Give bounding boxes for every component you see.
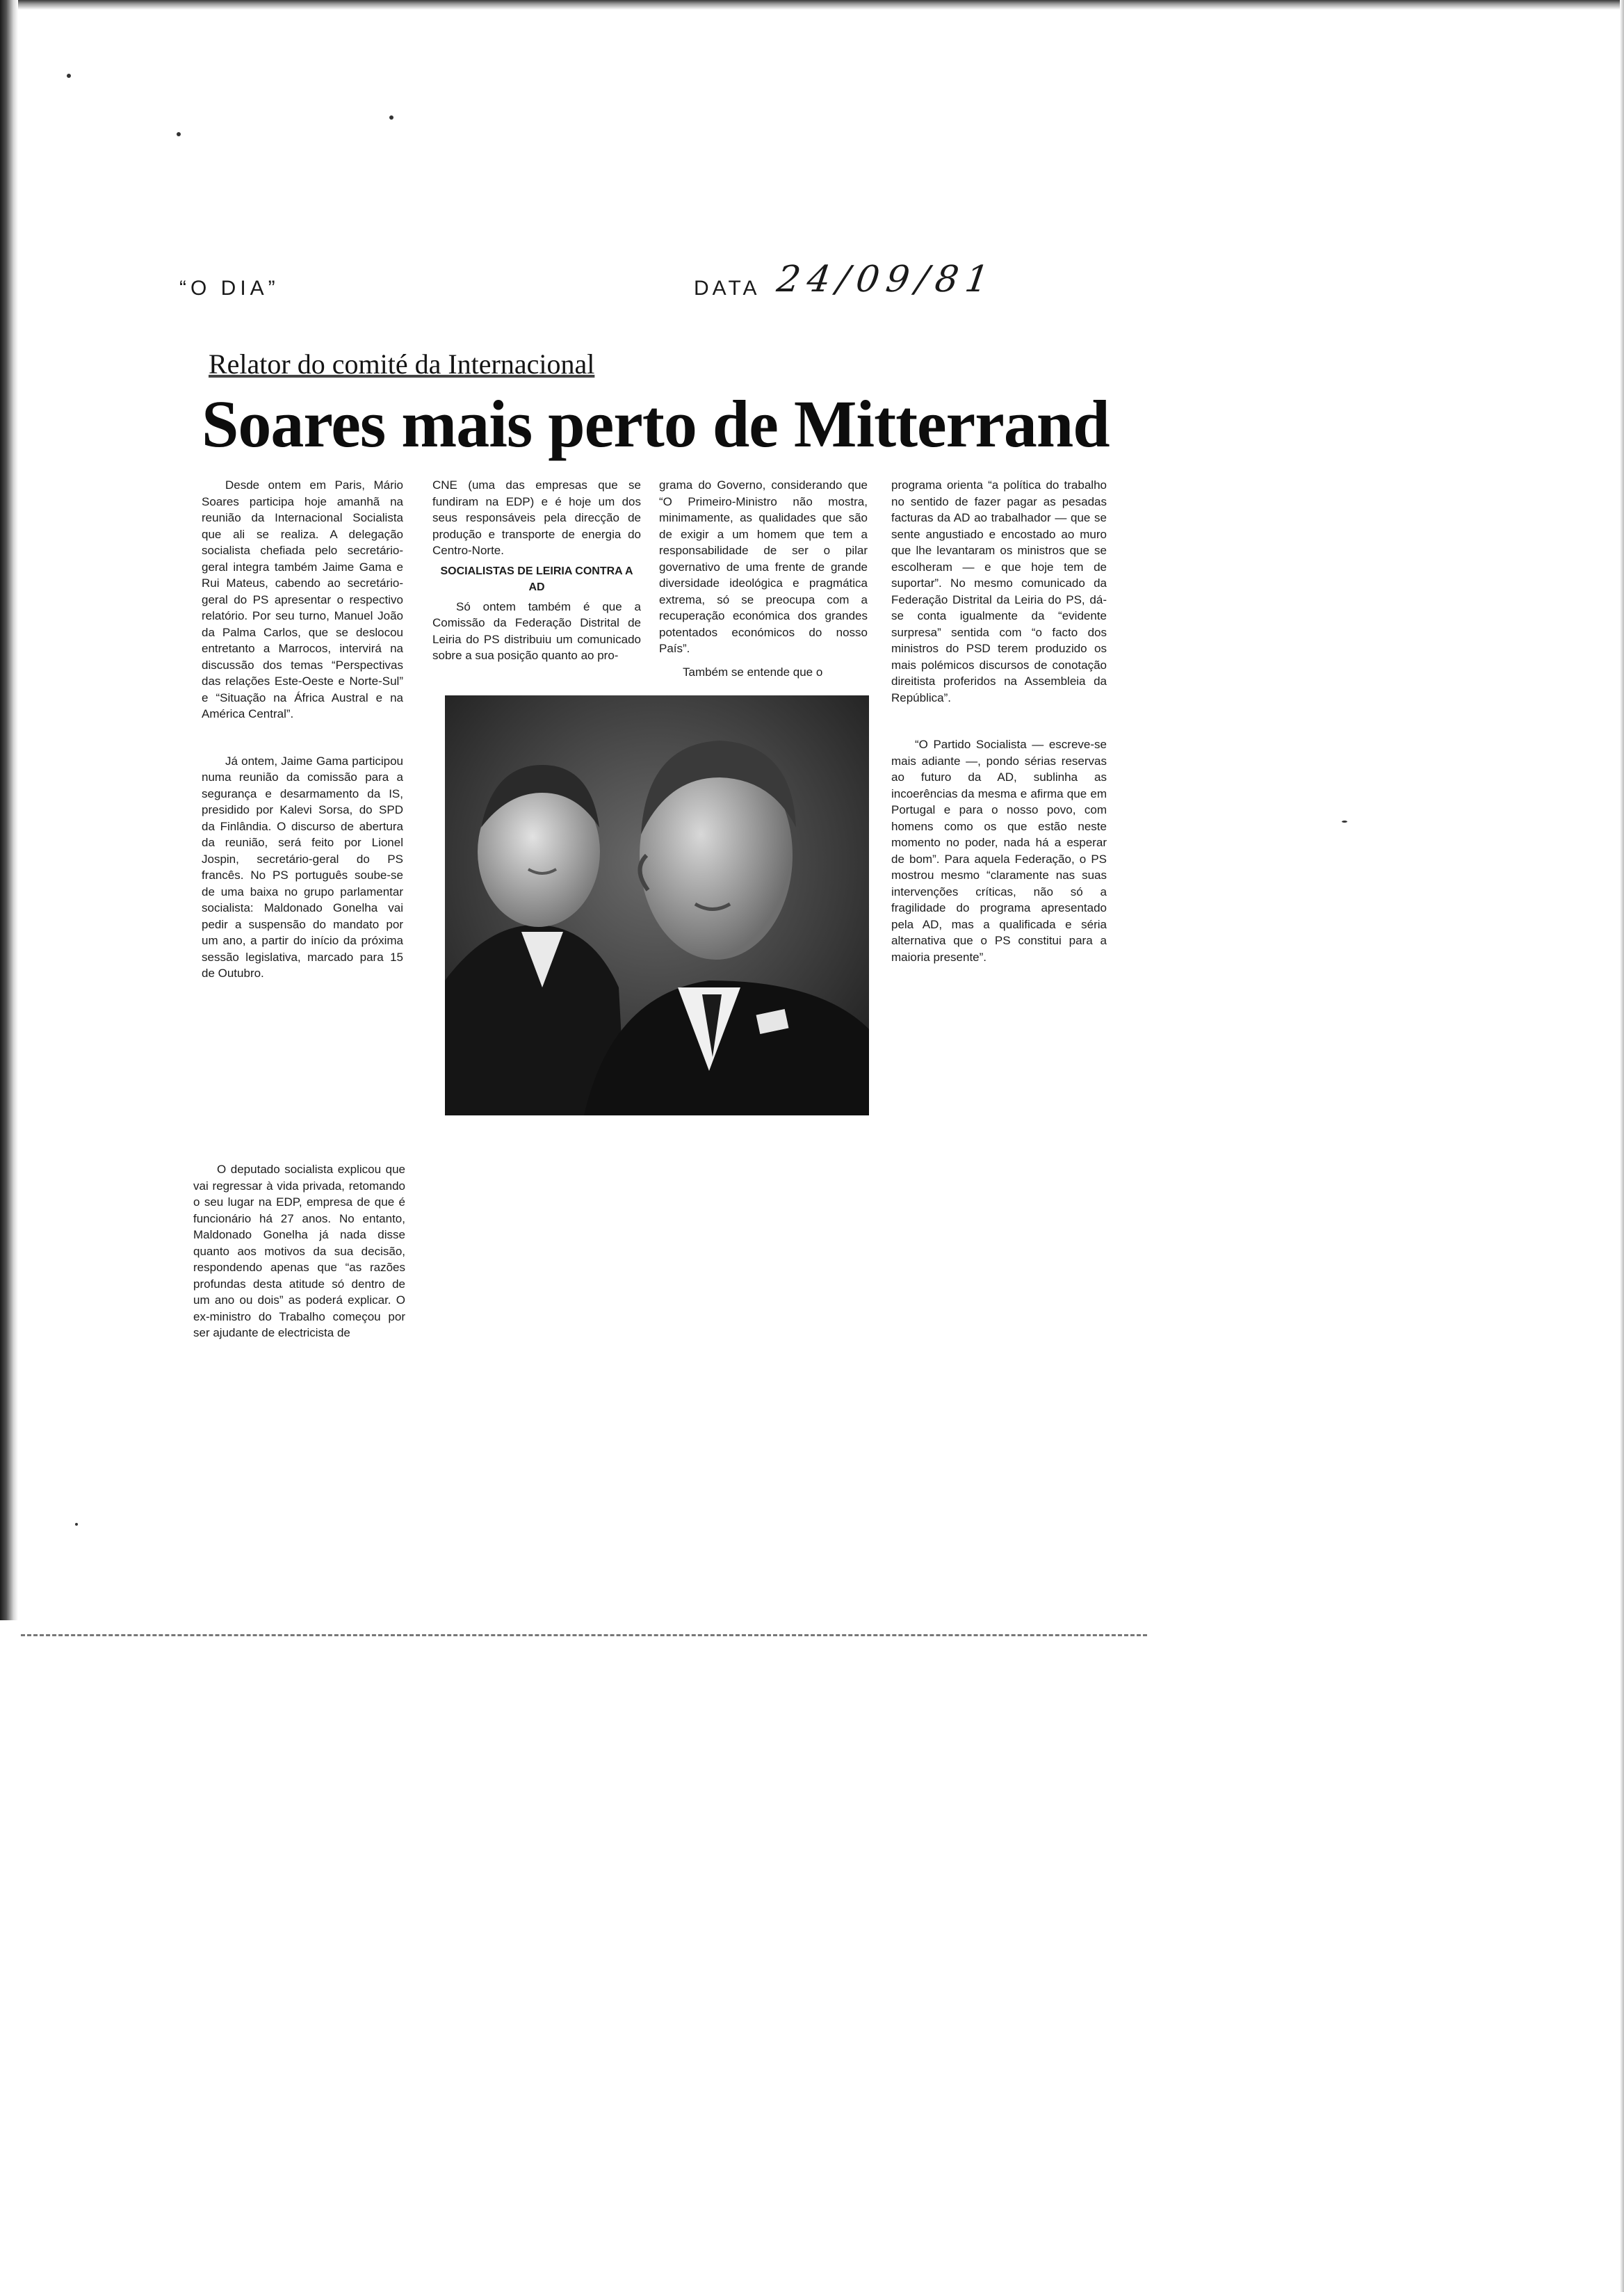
article-paragraph: Desde ontem em Paris, Mário Soares participa hoje amanhã na reunião da Internacional Socialista que ali se realiza. A delegação socialista chefiada pelo secretário-geral integra também Jaime Gama e Rui Mateus, cabendo ao secretário-geral do PS apresentar o respectivo relatório. Por seu turno, Manuel João da Palma Carlos, que se deslocou entretanto a Marrocos, intervirá na discussão dos temas “Perspectivas das relações Este-Oeste e Norte-Sul” e “Situação na África Austral e na América Central”. — [202, 478, 403, 720]
scan-speck — [1342, 821, 1347, 823]
article-column-1-continued — [193, 1161, 405, 1341]
article-paragraph: “O Partido Socialista — escreve-se mais adiante —, pondo sérias reservas ao futuro da AD, sublinha as incoerências da mesma e afirma que em Portugal e para o nosso povo, com homens como os que estão neste momento no poder, nada há a esperar de bom”. Para aquela Federação, o PS mostrou mesmo “claramente nas suas intervenções críticas, não só a fragilidade do programa apresentado pela AD, mas a qualificada e séria alternativa que o PS constitui para a maioria presente”. — [891, 738, 1107, 964]
article-paragraph: CNE (uma das empresas que se fundiram na EDP) e é hoje um dos seus responsáveis pela direcção de produção e transporte de energia do Centro-Norte. — [432, 478, 641, 557]
article-headline: Soares mais perto de Mitterrand — [202, 387, 1110, 461]
article-paragraph: grama do Governo, considerando que “O Primeiro-Ministro não mostra, minimamente, as qualidades que são de exigir a um homem que tem a responsabilidade de ser o pilar governativo de uma frente de grande diversidade ideológica e pragmática extrema, só se preocupa com a recuperação económica dos grandes potentados económicos do nosso País”. — [659, 478, 868, 655]
article-column-4 — [891, 477, 1107, 965]
article-column-3 — [659, 477, 868, 680]
article-subheading: SOCIALISTAS DE LEIRIA CONTRA A AD — [440, 565, 633, 593]
article-paragraph: Também se entende que o — [683, 665, 823, 679]
article-column-2 — [432, 477, 641, 664]
handwritten-date: 24/09/81 — [774, 259, 998, 300]
article-paragraph: Só ontem também é que a Comissão da Federação Distrital de Leiria do PS distribuiu um comunicado sobre a sua posição quanto ao pro- — [432, 599, 641, 662]
article-paragraph: Já ontem, Jaime Gama participou numa reunião da comissão para a segurança e desarmamento da IS, presidido por Kalevi Sorsa, do SPD da Finlândia. O discurso de abertura da reunião, será feito por Lionel Jospin, secretário-geral do PS francês. No PS português soube-se de uma baixa no grupo parlamentar socialista: Maldonado Gonelha vai pedir a suspensão do mandato por um ano, a partir do início da próxima sessão legislativa, marcado para 15 de Outubro. — [202, 754, 403, 980]
article-paragraph: O deputado socialista explicou que vai regressar à vida privada, retomando o seu lugar na EDP, empresa de que é funcionário há 27 anos. No entanto, Maldonado Gonelha já nada disse quanto aos motivos da sua decisão, respondendo apenas que “as razões profundas desta atitude só dentro de um ano ou dois” as poderá explicar. O ex-ministro do Trabalho começou por ser ajudante de electricista de — [193, 1163, 405, 1339]
scan-edge-right — [1620, 0, 1624, 2292]
scan-speck — [75, 1523, 78, 1526]
article-kicker: Relator do comité da Internacional — [209, 348, 595, 380]
scan-edge-top — [0, 0, 1624, 10]
photo-two-men-icon — [445, 695, 869, 1115]
article-column-1 — [202, 477, 403, 982]
date-label: DATA — [694, 277, 761, 300]
scan-edge-left — [0, 0, 18, 1620]
article-photo — [445, 695, 869, 1115]
scan-speck — [67, 74, 71, 78]
scan-speck — [177, 132, 181, 136]
article-paragraph: programa orienta “a política do trabalho no sentido de fazer pagar as pesadas facturas da AD ao trabalhador — que se sente angustiado e encostado ao muro que lhe levantaram os ministros que se escolheram — e que hoje tem de suportar”. No mesmo comunicado da Federação Distrital da Leiria do PS, dá-se conta igualmente da “evidente surpresa” sentida com “o facto dos ministros do PSD terem produzido os mais polémicos discursos de conotação direitista proferidos na Assembleia da República”. — [891, 478, 1107, 704]
scan-speck — [389, 115, 393, 120]
newspaper-source-label: “O DIA” — [179, 277, 279, 300]
page-bottom-rule — [21, 1634, 1147, 1636]
